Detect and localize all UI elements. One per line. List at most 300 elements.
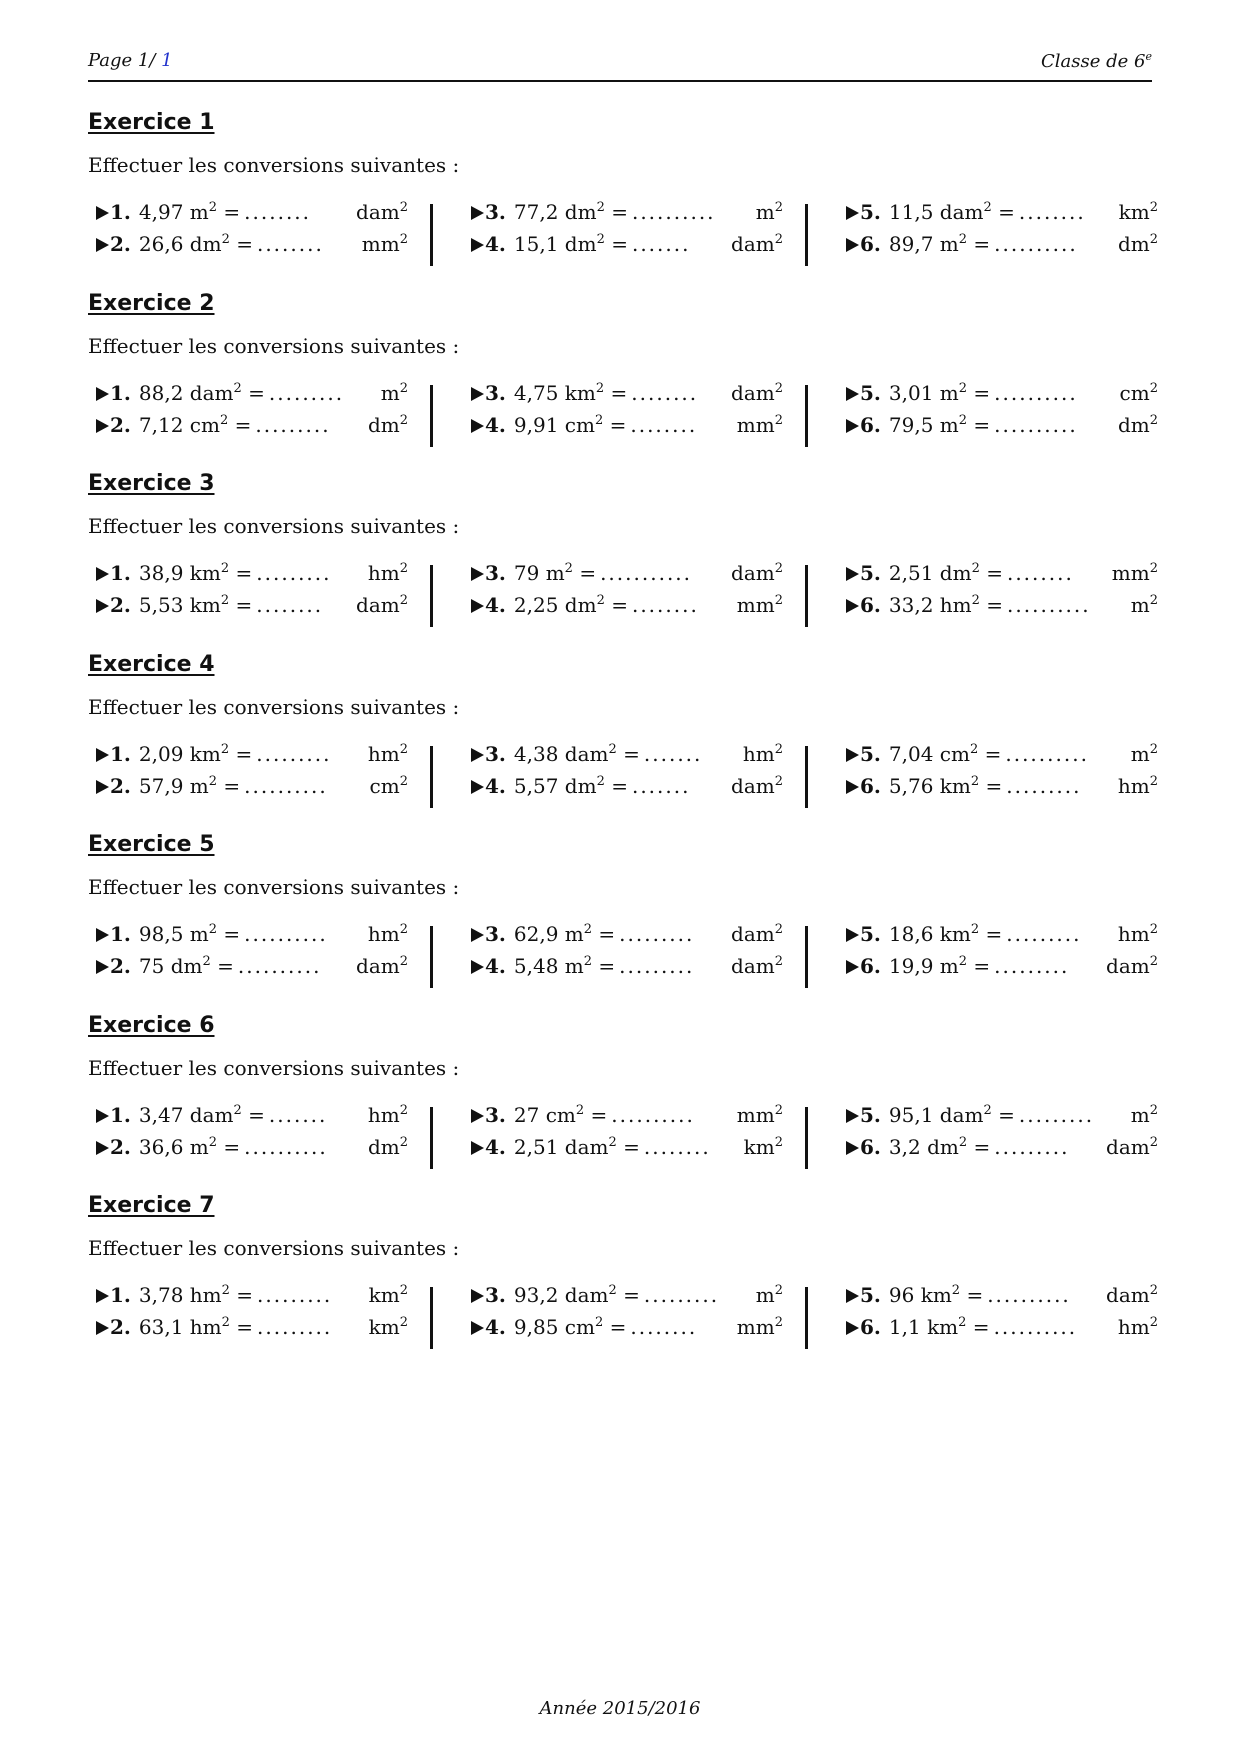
item-from-unit: m <box>564 954 584 978</box>
triangle-bullet-icon <box>471 748 484 762</box>
conversion-expression <box>139 922 328 946</box>
triangle-bullet-icon <box>96 238 109 252</box>
item-from-unit: dam <box>939 200 984 224</box>
conversion-expression <box>889 593 1091 617</box>
item-from-unit: km <box>189 593 221 617</box>
equals-sign: = <box>236 1283 254 1307</box>
column-divider <box>805 385 808 447</box>
exercise-title: Exercice 2 <box>88 291 215 316</box>
item-number: 1. <box>110 742 131 766</box>
target-unit: $hm^2$ <box>1117 1315 1158 1339</box>
exponent: 2 <box>608 742 617 757</box>
equals-sign: = <box>623 742 640 766</box>
conversion-grid <box>88 381 1158 451</box>
exponent: 2 <box>575 1103 585 1118</box>
item-value: 3,47 <box>138 1103 184 1127</box>
conversion-expression <box>139 561 332 585</box>
item-value: 79 <box>513 561 540 585</box>
exercise-instruction: Effectuer les conversions suivantes : <box>88 1056 460 1080</box>
triangle-bullet-icon <box>471 1141 484 1155</box>
conversion-column <box>471 1283 783 1349</box>
conversion-item <box>846 1135 1158 1165</box>
conversion-item <box>846 593 1158 623</box>
equals-sign: = <box>598 922 616 946</box>
conversion-expression <box>514 232 691 256</box>
exponent: 2 <box>1149 922 1158 937</box>
item-from-unit: m <box>545 561 565 585</box>
exercise-instruction: Effectuer les conversions suivantes : <box>88 875 460 899</box>
exercise-7 <box>88 1193 1158 1393</box>
triangle-bullet-icon <box>96 960 109 974</box>
conversion-column <box>96 200 408 266</box>
answer-blank: .......... <box>993 1315 1078 1339</box>
conversion-item <box>846 200 1158 230</box>
exponent: 2 <box>399 1283 408 1298</box>
item-value: 27 <box>513 1103 540 1127</box>
target-unit: $dm^2$ <box>367 413 408 437</box>
conversion-expression <box>514 954 694 978</box>
conversion-expression <box>514 413 697 437</box>
exponent: 2 <box>1149 1283 1158 1298</box>
target-unit: $m^2$ <box>380 381 408 405</box>
item-from-unit: dm <box>564 232 597 256</box>
item-value: 2,51 <box>513 1135 559 1159</box>
target-unit: dam$^2$ <box>1106 954 1158 978</box>
answer-blank: ........ <box>1006 561 1074 585</box>
item-value: 5,57 <box>513 774 559 798</box>
item-value: 3,01 <box>888 381 934 405</box>
conversion-item <box>471 1283 783 1313</box>
item-value: 4,75 <box>513 381 559 405</box>
target-unit: $km^2$ <box>1118 200 1158 224</box>
item-from-unit: cm <box>564 413 595 437</box>
exponent: 2 <box>958 954 968 969</box>
item-from-unit: km <box>189 561 221 585</box>
item-from-unit: km <box>564 381 596 405</box>
target-unit: dam$^2$ <box>1106 1135 1158 1159</box>
triangle-bullet-icon <box>846 960 859 974</box>
conversion-item <box>846 381 1158 411</box>
answer-blank: ......... <box>1006 774 1082 798</box>
conversion-item <box>471 774 783 804</box>
target-unit: dam$^2$ <box>731 774 783 798</box>
equals-sign: = <box>234 413 252 437</box>
target-unit: dam$^2$ <box>731 232 783 256</box>
item-number: 4. <box>485 954 506 978</box>
conversion-expression <box>889 922 1082 946</box>
conversion-item <box>846 413 1158 443</box>
target-unit: $dm^2$ <box>367 1135 408 1159</box>
page-header <box>88 50 1152 82</box>
triangle-bullet-icon <box>96 419 109 433</box>
exponent: 2 <box>774 413 783 428</box>
triangle-bullet-icon <box>846 780 859 794</box>
exponent: 2 <box>1149 954 1158 969</box>
item-value: 93,2 <box>513 1283 559 1307</box>
conversion-expression <box>139 742 332 766</box>
target-unit: dam$^2$ <box>731 954 783 978</box>
item-value: 63,1 <box>138 1315 184 1339</box>
equals-sign: = <box>235 742 253 766</box>
item-number: 3. <box>485 1283 506 1307</box>
conversion-item <box>471 413 783 443</box>
target-unit: dam$^2$ <box>356 200 408 224</box>
exponent: 2 <box>220 561 230 576</box>
equals-sign: = <box>236 1315 254 1339</box>
item-value: 38,9 <box>138 561 184 585</box>
exponent: 2 <box>399 774 408 789</box>
conversion-column <box>96 381 408 447</box>
answer-blank: ......... <box>256 561 332 585</box>
item-number: 2. <box>110 774 131 798</box>
item-number: 6. <box>860 593 881 617</box>
item-number: 1. <box>110 561 131 585</box>
exercise-title: Exercice 4 <box>88 652 215 677</box>
exponent: 2 <box>221 232 230 247</box>
answer-blank: ........ <box>244 200 312 224</box>
item-from-unit: m <box>189 1135 209 1159</box>
column-divider <box>805 204 808 266</box>
exponent: 2 <box>1149 774 1158 789</box>
equals-sign: = <box>223 1135 241 1159</box>
conversion-item <box>96 200 408 230</box>
conversion-column <box>471 1103 783 1169</box>
conversion-expression <box>139 593 323 617</box>
item-from-unit: km <box>920 1283 952 1307</box>
conversion-item <box>471 954 783 984</box>
equals-sign: = <box>972 1315 990 1339</box>
item-number: 2. <box>110 232 131 256</box>
exponent: 2 <box>774 232 783 247</box>
item-value: 77,2 <box>513 200 559 224</box>
item-value: 18,6 <box>888 922 934 946</box>
triangle-bullet-icon <box>96 1141 109 1155</box>
target-unit: dam$^2$ <box>356 954 408 978</box>
item-value: 33,2 <box>888 593 934 617</box>
conversion-item <box>96 742 408 772</box>
exponent: 2 <box>774 954 783 969</box>
item-value: 3,78 <box>138 1283 184 1307</box>
exponent: 2 <box>220 593 230 608</box>
equals-sign: = <box>985 922 1003 946</box>
item-number: 3. <box>485 200 506 224</box>
conversion-expression <box>514 1315 697 1339</box>
exercise-instruction: Effectuer les conversions suivantes : <box>88 695 460 719</box>
conversion-expression <box>889 1315 1077 1339</box>
exponent: 2 <box>399 1135 408 1150</box>
item-from-unit: m <box>189 922 209 946</box>
triangle-bullet-icon <box>471 419 484 433</box>
conversion-expression <box>889 561 1074 585</box>
column-divider <box>805 746 808 808</box>
item-number: 2. <box>110 413 131 437</box>
exponent: 2 <box>399 1315 408 1330</box>
item-value: 2,51 <box>888 561 934 585</box>
item-number: 2. <box>110 1135 131 1159</box>
target-unit: $cm^2$ <box>369 774 408 798</box>
answer-blank: ......... <box>619 922 695 946</box>
item-number: 2. <box>110 954 131 978</box>
item-number: 4. <box>485 232 506 256</box>
item-number: 3. <box>485 922 506 946</box>
conversion-expression <box>889 954 1069 978</box>
answer-blank: .......... <box>244 1135 328 1159</box>
exponent: 2 <box>951 1283 961 1298</box>
exponent: 2 <box>1149 1103 1158 1118</box>
answer-blank: ......... <box>1006 922 1082 946</box>
answer-blank: ........ <box>630 413 698 437</box>
exercise-instruction: Effectuer les conversions suivantes : <box>88 514 460 538</box>
target-unit: $km^2$ <box>743 1135 783 1159</box>
triangle-bullet-icon <box>471 567 484 581</box>
target-unit: $cm^2$ <box>1119 381 1158 405</box>
conversion-column <box>96 1283 408 1349</box>
column-divider <box>430 385 433 447</box>
item-value: 2,09 <box>138 742 184 766</box>
exercise-title: Exercice 6 <box>88 1013 215 1038</box>
conversion-item <box>471 922 783 952</box>
item-value: 11,5 <box>888 200 934 224</box>
exponent: 2 <box>596 774 605 789</box>
conversion-expression <box>889 1103 1094 1127</box>
target-unit: $m^2$ <box>755 1283 783 1307</box>
conversion-column <box>846 742 1158 808</box>
equals-sign: = <box>611 200 628 224</box>
conversion-item <box>96 232 408 262</box>
conversion-expression <box>889 200 1086 224</box>
equals-sign: = <box>598 954 616 978</box>
equals-sign: = <box>611 593 628 617</box>
equals-sign: = <box>985 774 1003 798</box>
target-unit: $hm^2$ <box>367 742 408 766</box>
answer-blank: ........ <box>1018 200 1086 224</box>
triangle-bullet-icon <box>96 206 109 220</box>
conversion-grid <box>88 200 1158 270</box>
equals-sign: = <box>223 200 241 224</box>
item-number: 6. <box>860 954 881 978</box>
item-from-unit: dm <box>170 954 203 978</box>
exponent: 2 <box>220 742 230 757</box>
item-number: 1. <box>110 922 131 946</box>
exponent: 2 <box>971 593 980 608</box>
conversion-item <box>471 1315 783 1345</box>
triangle-bullet-icon <box>96 387 109 401</box>
target-unit: $km^2$ <box>368 1315 408 1339</box>
equals-sign: = <box>998 1103 1015 1127</box>
conversion-column <box>471 200 783 266</box>
item-from-unit: m <box>189 200 209 224</box>
item-from-unit: hm <box>189 1315 222 1339</box>
equals-sign: = <box>223 774 241 798</box>
answer-blank: ......... <box>257 1315 333 1339</box>
exercise-instruction: Effectuer les conversions suivantes : <box>88 334 460 358</box>
item-number: 4. <box>485 1135 506 1159</box>
item-number: 3. <box>485 1103 506 1127</box>
exponent: 2 <box>608 1283 617 1298</box>
target-unit: $mm^2$ <box>736 593 783 617</box>
conversion-expression <box>889 232 1078 256</box>
conversion-column <box>471 561 783 627</box>
conversion-item <box>96 561 408 591</box>
conversion-expression <box>139 381 344 405</box>
column-divider <box>805 1287 808 1349</box>
triangle-bullet-icon <box>96 567 109 581</box>
conversion-expression <box>514 922 694 946</box>
exercise-instruction: Effectuer les conversions suivantes : <box>88 153 460 177</box>
class-label: Classe de 6e <box>1041 50 1152 72</box>
answer-blank: .......... <box>244 922 328 946</box>
item-value: 75 <box>138 954 165 978</box>
target-unit: $hm^2$ <box>1117 774 1158 798</box>
exponent: 2 <box>1149 561 1158 576</box>
conversion-expression <box>139 1315 332 1339</box>
target-unit: dam$^2$ <box>356 593 408 617</box>
item-value: 3,2 <box>888 1135 921 1159</box>
equals-sign: = <box>579 561 597 585</box>
item-value: 5,76 <box>888 774 934 798</box>
conversion-item <box>471 561 783 591</box>
equals-sign: = <box>973 381 991 405</box>
item-number: 6. <box>860 774 881 798</box>
conversion-expression <box>139 774 328 798</box>
exponent: 2 <box>399 742 408 757</box>
item-value: 89,7 <box>888 232 934 256</box>
item-from-unit: dm <box>564 593 597 617</box>
triangle-bullet-icon <box>846 1109 859 1123</box>
equals-sign: = <box>984 742 1002 766</box>
exponent: 2 <box>774 561 783 576</box>
answer-blank: .......... <box>987 1283 1071 1307</box>
triangle-bullet-icon <box>846 567 859 581</box>
conversion-column <box>471 742 783 808</box>
conversion-item <box>846 1103 1158 1133</box>
item-value: 2,25 <box>513 593 559 617</box>
column-divider <box>805 926 808 988</box>
equals-sign: = <box>966 1283 984 1307</box>
item-value: 4,97 <box>138 200 184 224</box>
conversion-item <box>96 1103 408 1133</box>
answer-blank: ........ <box>643 1135 711 1159</box>
item-from-unit: cm <box>545 1103 576 1127</box>
item-from-unit: dm <box>564 774 597 798</box>
triangle-bullet-icon <box>96 928 109 942</box>
target-unit: $mm^2$ <box>736 1315 783 1339</box>
conversion-column <box>96 742 408 808</box>
item-from-unit: m <box>564 922 584 946</box>
exponent: 2 <box>233 1103 242 1118</box>
exponent: 2 <box>399 232 408 247</box>
triangle-bullet-icon <box>846 599 859 613</box>
exponent: 2 <box>399 413 408 428</box>
exponent: 2 <box>774 922 783 937</box>
exponent: 2 <box>774 774 783 789</box>
triangle-bullet-icon <box>96 1321 109 1335</box>
exponent: 2 <box>774 381 783 396</box>
exponent: 2 <box>1149 1315 1158 1330</box>
item-number: 5. <box>860 200 881 224</box>
triangle-bullet-icon <box>471 1321 484 1335</box>
answer-blank: ......... <box>994 954 1070 978</box>
column-divider <box>430 204 433 266</box>
item-from-unit: km <box>939 922 971 946</box>
equals-sign: = <box>248 381 265 405</box>
page-total-link[interactable]: 1 <box>161 50 173 71</box>
exponent: 2 <box>399 593 408 608</box>
item-value: 7,12 <box>138 413 184 437</box>
exercise-title: Exercice 7 <box>88 1193 215 1218</box>
exponent: 2 <box>221 1283 230 1298</box>
triangle-bullet-icon <box>471 780 484 794</box>
equals-sign: = <box>590 1103 608 1127</box>
conversion-expression <box>139 1135 328 1159</box>
answer-blank: .......... <box>631 200 716 224</box>
exercise-title: Exercice 3 <box>88 471 215 496</box>
conversion-expression <box>139 232 324 256</box>
exponent: 2 <box>608 1135 617 1150</box>
answer-blank: .......... <box>994 413 1078 437</box>
exponent: 2 <box>774 593 783 608</box>
answer-blank: ......... <box>1018 1103 1095 1127</box>
item-from-unit: dam <box>564 1283 609 1307</box>
conversion-expression <box>514 381 698 405</box>
conversion-item <box>846 1283 1158 1313</box>
equals-sign: = <box>217 954 234 978</box>
item-number: 4. <box>485 413 506 437</box>
item-from-unit: m <box>939 232 959 256</box>
item-from-unit: dm <box>564 200 597 224</box>
answer-blank: ........ <box>631 381 699 405</box>
exercise-2 <box>88 291 1158 491</box>
triangle-bullet-icon <box>471 387 484 401</box>
equals-sign: = <box>235 561 253 585</box>
equals-sign: = <box>611 232 628 256</box>
exponent: 2 <box>774 1103 783 1118</box>
item-value: 4,38 <box>513 742 559 766</box>
exponent: 2 <box>399 561 408 576</box>
exponent: 2 <box>958 1135 968 1150</box>
item-number: 1. <box>110 381 131 405</box>
exponent: 2 <box>208 1135 218 1150</box>
exponent: 2 <box>774 742 783 757</box>
conversion-item <box>96 1283 408 1313</box>
conversion-expression <box>514 1135 711 1159</box>
conversion-expression <box>139 954 322 978</box>
answer-blank: ......... <box>257 1283 333 1307</box>
target-unit: $dm^2$ <box>1117 232 1158 256</box>
conversion-expression <box>889 1135 1070 1159</box>
answer-blank: ........ <box>256 593 324 617</box>
item-number: 5. <box>860 922 881 946</box>
item-number: 5. <box>860 561 881 585</box>
column-divider <box>430 1287 433 1349</box>
item-from-unit: dam <box>189 381 234 405</box>
exponent: 2 <box>399 200 408 215</box>
triangle-bullet-icon <box>96 1289 109 1303</box>
conversion-expression <box>889 381 1078 405</box>
target-unit: $km^2$ <box>368 1283 408 1307</box>
exponent: 2 <box>970 774 980 789</box>
column-divider <box>805 1107 808 1169</box>
equals-sign: = <box>235 593 253 617</box>
item-number: 1. <box>110 1103 131 1127</box>
exponent: 2 <box>958 1315 967 1330</box>
item-value: 9,91 <box>513 413 559 437</box>
item-number: 4. <box>485 593 506 617</box>
conversion-expression <box>889 774 1082 798</box>
item-value: 5,48 <box>513 954 559 978</box>
item-value: 19,9 <box>888 954 934 978</box>
item-number: 4. <box>485 774 506 798</box>
